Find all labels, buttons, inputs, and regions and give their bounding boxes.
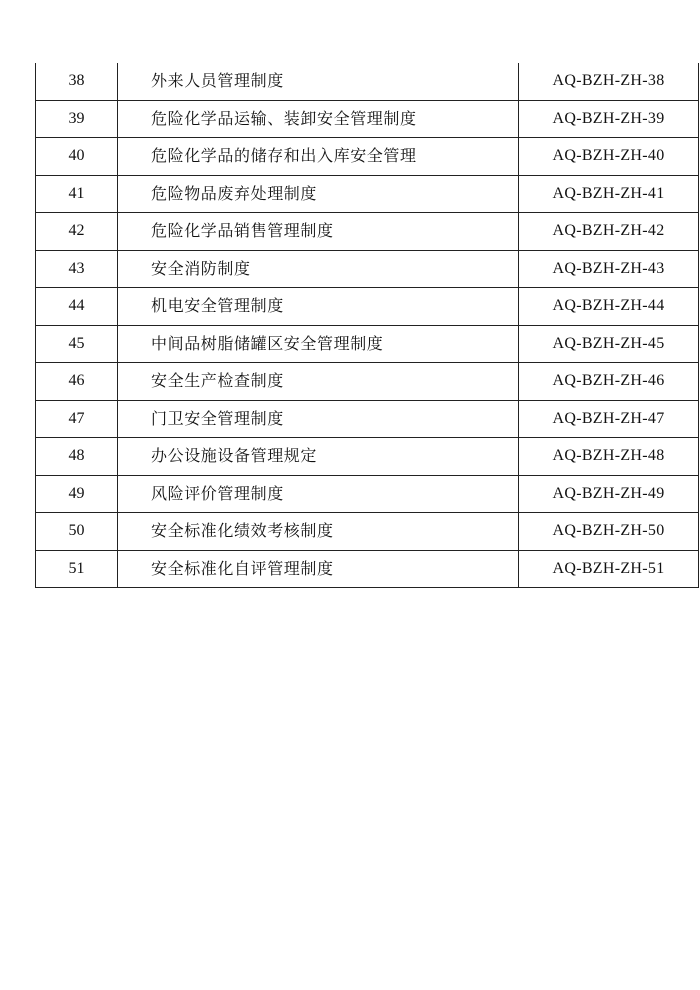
row-number: 38 (36, 63, 118, 100)
row-number: 42 (36, 213, 118, 251)
table-row (36, 250, 699, 288)
row-number: 43 (36, 250, 118, 288)
regulation-code: AQ-BZH-ZH-44 (519, 288, 699, 326)
regulation-code: AQ-BZH-ZH-38 (519, 63, 699, 100)
regulation-code: AQ-BZH-ZH-43 (519, 250, 699, 288)
table-row (36, 138, 699, 176)
row-number: 47 (36, 400, 118, 438)
row-number: 46 (36, 363, 118, 401)
regulation-code: AQ-BZH-ZH-41 (519, 175, 699, 213)
regulation-name: 机电安全管理制度 (118, 288, 519, 326)
table-row (36, 63, 699, 100)
row-number: 51 (36, 550, 118, 588)
regulation-code: AQ-BZH-ZH-40 (519, 138, 699, 176)
regulation-code: AQ-BZH-ZH-47 (519, 400, 699, 438)
regulation-name: 安全消防制度 (118, 250, 519, 288)
table-row (36, 100, 699, 138)
row-number: 49 (36, 475, 118, 513)
table-row (36, 400, 699, 438)
regulations-table (35, 63, 699, 588)
table-row (36, 438, 699, 476)
regulation-name: 安全生产检查制度 (118, 363, 519, 401)
table-row (36, 550, 699, 588)
regulation-code: AQ-BZH-ZH-42 (519, 213, 699, 251)
regulation-name: 办公设施设备管理规定 (118, 438, 519, 476)
row-number: 48 (36, 438, 118, 476)
table-row (36, 513, 699, 551)
table-row (36, 288, 699, 326)
row-number: 50 (36, 513, 118, 551)
regulation-name: 危险化学品运输、装卸安全管理制度 (118, 100, 519, 138)
row-number: 45 (36, 325, 118, 363)
regulation-code: AQ-BZH-ZH-49 (519, 475, 699, 513)
regulation-code: AQ-BZH-ZH-50 (519, 513, 699, 551)
regulation-code: AQ-BZH-ZH-51 (519, 550, 699, 588)
regulation-name: 安全标准化自评管理制度 (118, 550, 519, 588)
table-row (36, 475, 699, 513)
regulation-name: 中间品树脂储罐区安全管理制度 (118, 325, 519, 363)
table-row (36, 175, 699, 213)
regulation-name: 危险物品废弃处理制度 (118, 175, 519, 213)
regulation-code: AQ-BZH-ZH-48 (519, 438, 699, 476)
regulation-name: 门卫安全管理制度 (118, 400, 519, 438)
row-number: 44 (36, 288, 118, 326)
regulation-code: AQ-BZH-ZH-45 (519, 325, 699, 363)
regulation-code: AQ-BZH-ZH-46 (519, 363, 699, 401)
table-row (36, 325, 699, 363)
regulation-name: 危险化学品的储存和出入库安全管理 (118, 138, 519, 176)
row-number: 39 (36, 100, 118, 138)
table-row (36, 213, 699, 251)
regulation-name: 安全标准化绩效考核制度 (118, 513, 519, 551)
table-row (36, 363, 699, 401)
row-number: 41 (36, 175, 118, 213)
regulation-name: 风险评价管理制度 (118, 475, 519, 513)
regulation-name: 危险化学品销售管理制度 (118, 213, 519, 251)
regulation-name: 外来人员管理制度 (118, 63, 519, 100)
row-number: 40 (36, 138, 118, 176)
regulation-code: AQ-BZH-ZH-39 (519, 100, 699, 138)
